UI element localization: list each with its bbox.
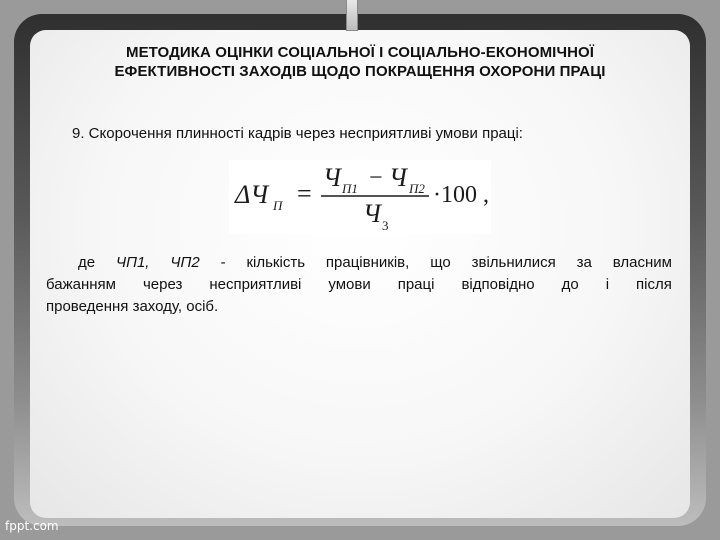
description-word: до: [561, 276, 579, 293]
formula-den: Ч: [363, 199, 381, 228]
description-word: через: [142, 276, 183, 293]
formula-lhs: ΔЧ: [235, 180, 269, 209]
formula-minus: −: [369, 165, 383, 191]
description-word: ЧП1,: [116, 254, 150, 271]
description-line-1: [46, 252, 672, 274]
watermark-text: fppt.com: [5, 519, 59, 533]
description-word: де: [78, 254, 96, 271]
description-word: кількість: [246, 254, 306, 271]
description-word: працівників,: [325, 254, 410, 271]
description-word: бажанням: [46, 276, 116, 293]
description-word: ЧП2: [170, 254, 200, 271]
formula-num-b: Ч: [389, 163, 407, 192]
formula-den-sub: 3: [382, 218, 389, 233]
description-word: відповідно: [461, 276, 535, 293]
description-line-2: [46, 274, 672, 296]
formula-num-a-sub: П1: [342, 181, 358, 196]
description-word: -: [220, 254, 226, 271]
formula-equals: =: [297, 179, 312, 208]
description-word: умови: [328, 276, 371, 293]
description-word: за: [576, 254, 592, 271]
formula-comma: ,: [483, 182, 489, 208]
description-word: і: [605, 276, 610, 293]
description-word: звільнилися: [471, 254, 556, 271]
formula-description: [46, 252, 672, 318]
formula-num-a: Ч: [323, 163, 341, 192]
description-word: після: [636, 276, 672, 293]
title-line-1: МЕТОДИКА ОЦІНКИ СОЦІАЛЬНОЇ І СОЦІАЛЬНО-ЕКОНОМІЧНОЇ: [125, 44, 595, 61]
formula-lhs-sub: П: [273, 198, 283, 213]
section-heading: 9. Скорочення плинності кадрів через несприятливі умови праці:: [72, 125, 523, 142]
description-word: праці: [397, 276, 435, 293]
title-line-2: ЕФЕКТИВНОСТІ ЗАХОДІВ ЩОДО ПОКРАЩЕННЯ ОХОРОНИ ПРАЦІ: [114, 63, 606, 80]
description-word: що: [430, 254, 451, 271]
formula-multiplier: ·100: [433, 182, 477, 208]
slide-title: [46, 43, 674, 81]
binder-clip: [346, 0, 358, 31]
description-word: несприятливі: [209, 276, 302, 293]
formula-image: [229, 160, 491, 234]
formula-num-b-sub: П2: [409, 181, 425, 196]
description-word: власним: [612, 254, 672, 271]
description-line-3: проведення заходу, осіб.: [46, 298, 219, 315]
formula-svg: [229, 160, 491, 234]
